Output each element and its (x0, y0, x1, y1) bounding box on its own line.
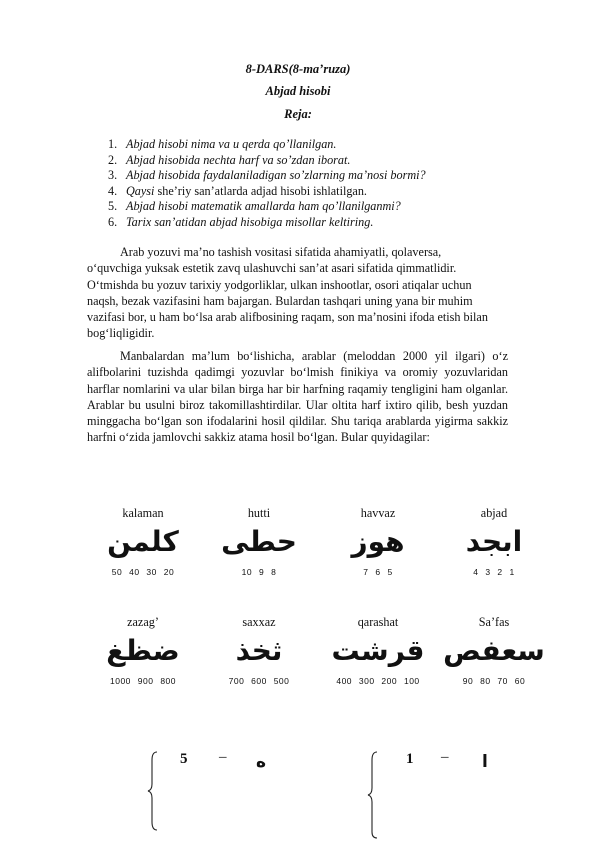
plan-item-number: 1. (108, 137, 118, 151)
word-transliteration: Sa’fas (478, 615, 510, 629)
topic-title: Abjad hisobi (265, 84, 331, 98)
lesson-title: 8-DARS(8-ma’ruza) (245, 62, 351, 76)
abjad-word-zazag (83, 615, 203, 686)
word-values: 90 80 70 60 (462, 676, 526, 686)
plan-item-number: 6. (108, 214, 118, 229)
plan-item-text: Abjad hisobida nechta harf va so’zdan iborat. (126, 152, 351, 167)
abjad-word-kalaman (83, 506, 203, 577)
plan-item-number: 5. (108, 199, 118, 214)
plan-item (108, 199, 426, 215)
word-values: 10 9 8 (241, 567, 277, 577)
word-values: 400 300 200 100 (336, 676, 420, 686)
word-values: 50 40 30 20 (111, 567, 175, 577)
word-arabic: حطى (221, 525, 297, 558)
word-values: 4 3 2 1 (473, 567, 515, 577)
left-brace-icon (146, 750, 160, 832)
word-transliteration: havvaz (360, 506, 396, 520)
plan-item-number: 2. (108, 152, 118, 167)
abjad-word-abjad (434, 506, 554, 577)
plan-item (108, 215, 426, 231)
abjad-word-havvaz (318, 506, 438, 577)
plan-item-text: Abjad hisobi matematik amallarda ham qo’llanilganmi? (126, 199, 401, 214)
plan-item (108, 137, 426, 153)
plan-item-text-italic: Qaysi (126, 183, 155, 198)
plan-item-text: Tarix san’atidan abjad hisobiga misollar keltiring. (126, 214, 374, 229)
abjad-word-hutti (199, 506, 319, 577)
equivalence-dash: – (441, 749, 449, 765)
paragraph-line: O‘tmishda bu yozuv tarixiy yodgorliklar, ulkan inshootlar, osori atiqalar uchun (87, 277, 472, 292)
plan-item (108, 184, 426, 200)
equivalence-dash: – (219, 749, 227, 765)
word-arabic: ضظغ (106, 634, 180, 667)
word-transliteration: hutti (247, 506, 271, 520)
word-arabic: ابجد (465, 525, 523, 558)
plan-list (108, 137, 426, 231)
plan-item-text: Abjad hisobida faydalaniladigan so’zlarning ma’nosi bormi? (126, 168, 426, 183)
plan-item-text: she’riy san’atlarda adjad hisobi ishlatilgan. (154, 183, 367, 198)
word-values: 700 600 500 (228, 676, 290, 686)
word-arabic: هوز (351, 525, 405, 558)
equivalence-arabic-letter: ه (256, 752, 267, 772)
word-arabic: ثخذ (235, 634, 283, 667)
paragraph-line: bog‘liqligidir. (87, 326, 155, 341)
paragraph-line: vazifasi bor, u ham bo‘lsa arab alifbosining raqam, son ma’nosini ifoda etish bilan (87, 310, 488, 325)
plan-item-text: Abjad hisobi nima va u qerda qo’llanilgan. (126, 137, 337, 151)
equivalence-arabic-letter: ا (482, 752, 488, 772)
equivalence-number: 5 (180, 751, 188, 767)
equivalence-number: 1 (406, 751, 414, 767)
abjad-word-saxxaz (199, 615, 319, 686)
left-brace-icon (366, 750, 380, 840)
word-arabic: كلمن (107, 525, 179, 558)
word-values: 1000 900 800 (110, 676, 176, 686)
word-transliteration: qarashat (357, 615, 399, 629)
paragraph-line: o‘quvchiga yuksak estetik zavq ulashuvchi san’at asari sifatida qimmatlidir. (87, 261, 457, 276)
paragraph-line: naqsh, bezak vazifasini ham bajargan. Bulardan tashqari uning yana bir muhim (87, 293, 473, 308)
plan-item-number: 4. (108, 183, 118, 198)
plan-item (108, 168, 426, 184)
paragraph-history: Manbalardan ma’lum bo‘lishicha, arablar (meloddan 2000 yil ilgari) o‘z alifbolarini tuzishda qadimgi yozuvlar bo‘lmish finikiya va oromiy yozuvlaridan harflar nomlarini va ular bilan birga har bir harfning raqamiy tengligini ham olganlar. Arablar bu usulni biroz takomillashtirdilar. Ular oltita harf ixtiro qilib, besh yuzdan minggacha bo‘lgan son ifodalarini hosil qildilar. Shu tariqa arablarda yigirma sakkiz harfni o‘zida jamlovchi sakkiz atama hosil bo‘lgan. Bular quyidagilar: (87, 349, 508, 445)
abjad-word-safas (434, 615, 554, 686)
word-values: 7 6 5 (363, 567, 393, 577)
plan-title: Reja: (284, 107, 312, 121)
word-transliteration: kalaman (122, 506, 164, 520)
word-transliteration: abjad (480, 506, 508, 520)
plan-item-number: 3. (108, 168, 118, 183)
word-transliteration: saxxaz (242, 615, 276, 629)
word-transliteration: zazag’ (127, 615, 159, 629)
word-arabic: قرشت (331, 634, 425, 667)
abjad-word-qarashat (318, 615, 438, 686)
word-arabic: سعفص (443, 634, 545, 667)
paragraph-line: Arab yozuvi ma’no tashish vositasi sifatida ahamiyatli, qolaversa, (120, 245, 442, 259)
plan-item (108, 153, 426, 169)
paragraph-intro (87, 244, 527, 342)
